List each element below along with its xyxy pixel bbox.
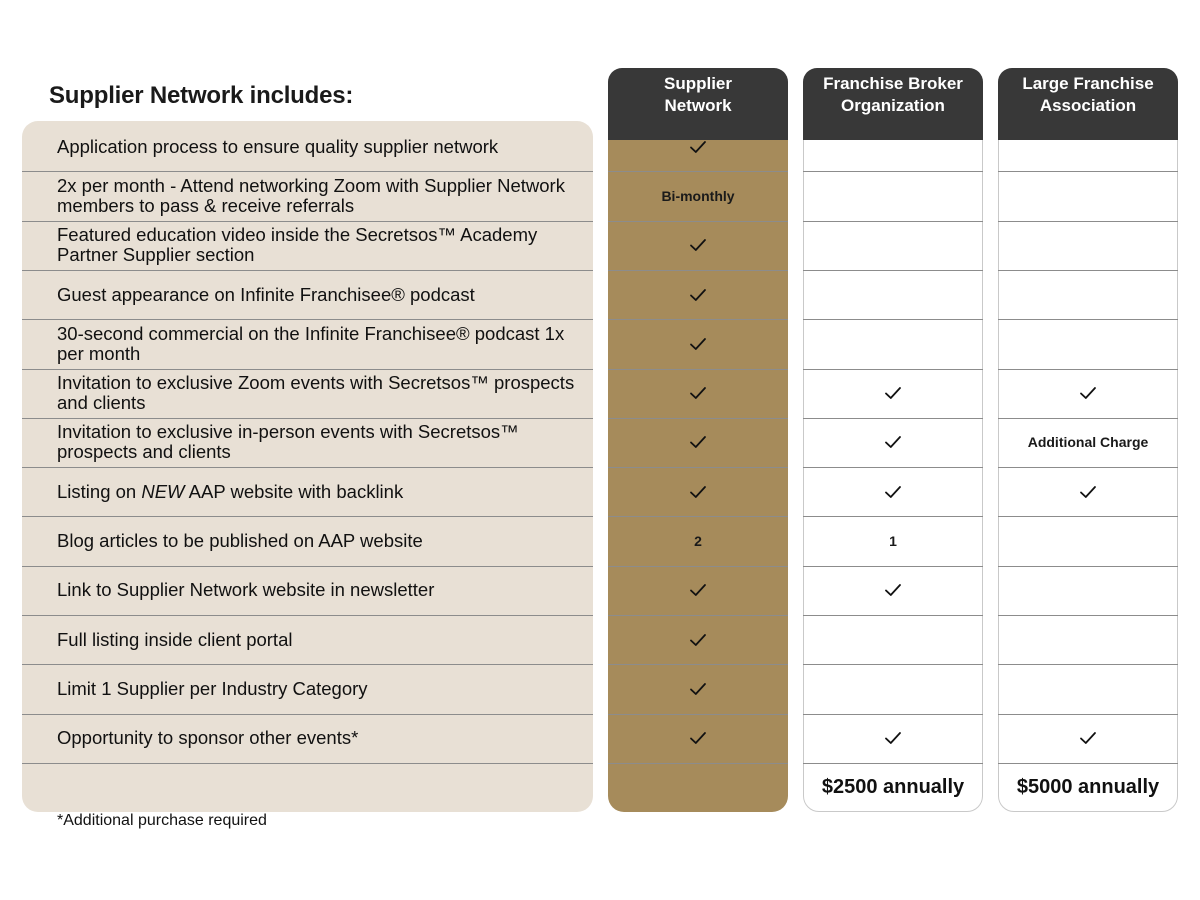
feature-label: 30-second commercial on the Infinite Franchisee® podcast 1x per month xyxy=(57,322,565,364)
check-icon xyxy=(998,369,1178,418)
check-icon xyxy=(998,467,1178,516)
cell-value: Bi-monthly xyxy=(661,187,735,204)
page-title: Supplier Network includes: xyxy=(49,82,354,109)
row-separator xyxy=(998,615,1178,616)
row-separator xyxy=(998,319,1178,320)
feature-label: Listing on NEW AAP website with backlink xyxy=(57,480,404,502)
column-header-large-franchise: Large Franchise Association xyxy=(998,68,1178,140)
feature-label: 2x per month - Attend networking Zoom with Supplier Network members to pass & receive referrals xyxy=(57,174,565,216)
check-icon xyxy=(803,566,983,615)
price-label: $2500 annually xyxy=(821,776,965,799)
feature-label: Opportunity to sponsor other events* xyxy=(57,727,359,749)
feature-label: Invitation to exclusive Zoom events with Secretsos™ prospects and clients xyxy=(57,372,575,414)
check-icon xyxy=(608,664,788,713)
feature-label: Invitation to exclusive in-person events with Secretsos™ prospects and clients xyxy=(57,421,519,463)
check-icon xyxy=(608,221,788,270)
cell-value: 2 xyxy=(694,533,702,550)
row-separator xyxy=(803,319,983,320)
row-separator xyxy=(998,566,1178,567)
check-icon xyxy=(608,319,788,368)
row-separator xyxy=(803,270,983,271)
check-icon xyxy=(608,369,788,418)
check-icon xyxy=(608,714,788,763)
feature-label: Application process to ensure quality supplier network xyxy=(57,135,499,157)
feature-label: Limit 1 Supplier per Industry Category xyxy=(57,677,368,699)
row-separator xyxy=(998,664,1178,665)
feature-label: Full listing inside client portal xyxy=(57,628,293,650)
feature-label: Guest appearance on Infinite Franchisee® podcast xyxy=(57,283,475,305)
row-separator xyxy=(803,221,983,222)
row-separator xyxy=(998,221,1178,222)
row-separator xyxy=(803,664,983,665)
column-header-franchise-broker: Franchise Broker Organization xyxy=(803,68,983,140)
row-separator xyxy=(803,171,983,172)
check-icon xyxy=(608,615,788,664)
check-icon xyxy=(803,714,983,763)
feature-label: Featured education video inside the Secretsos™ Academy Partner Supplier section xyxy=(57,224,538,266)
feature-label: Blog articles to be published on AAP website xyxy=(57,530,423,552)
check-icon xyxy=(803,369,983,418)
cell-value: Additional Charge xyxy=(1027,434,1149,451)
check-icon xyxy=(998,714,1178,763)
check-icon xyxy=(608,270,788,319)
footnote: *Additional purchase required xyxy=(57,812,267,829)
row-separator xyxy=(998,171,1178,172)
check-icon xyxy=(803,467,983,516)
row-separator xyxy=(998,270,1178,271)
column-header-supplier-network: Supplier Network xyxy=(608,68,788,140)
cell-value: 1 xyxy=(889,533,897,550)
row-separator xyxy=(22,763,593,764)
check-icon xyxy=(803,418,983,467)
check-icon xyxy=(608,122,788,171)
check-icon xyxy=(608,566,788,615)
row-separator xyxy=(608,763,788,764)
check-icon xyxy=(608,467,788,516)
check-icon xyxy=(608,418,788,467)
price-label: $5000 annually xyxy=(1016,776,1160,799)
feature-label: Link to Supplier Network website in newsletter xyxy=(57,579,435,601)
row-separator xyxy=(803,615,983,616)
